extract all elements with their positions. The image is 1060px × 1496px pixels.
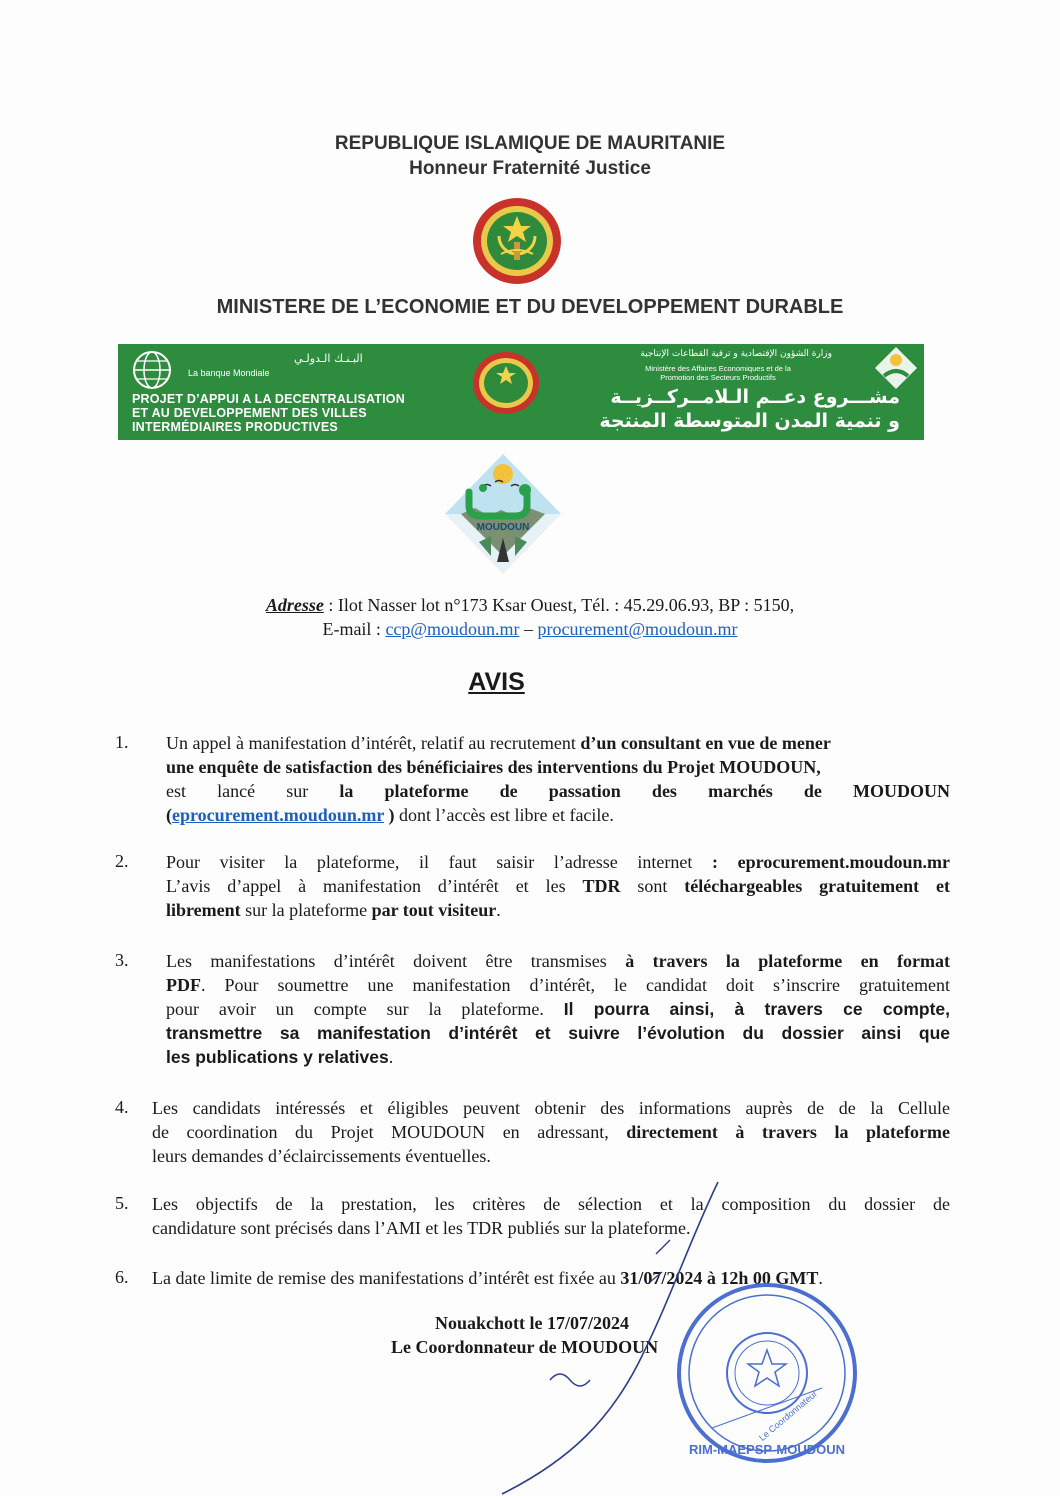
- signature-role: Le Coordonnateur de MOUDOUN: [391, 1337, 659, 1357]
- list-item: [166, 949, 950, 1069]
- item-number: 4.: [115, 1097, 129, 1117]
- item-text: .: [496, 900, 501, 920]
- list-item: [166, 850, 950, 922]
- stamp-inner-text: Le Coordonnateur: [757, 1388, 820, 1443]
- official-stamp-icon: [672, 1278, 862, 1468]
- address-label: Adresse: [265, 595, 324, 615]
- item-text: L’avis d’appel à manifestation d’intérêt et les: [166, 876, 583, 896]
- email-link-procurement[interactable]: procurement@moudoun.mr: [537, 619, 738, 639]
- republic-heading: REPUBLIQUE ISLAMIQUE DE MAURITANIE: [334, 133, 726, 154]
- item-line: [166, 997, 950, 1021]
- project-banner: [118, 344, 924, 440]
- item-bold-text: ): [384, 805, 395, 825]
- worldbank-french: La banque Mondiale: [188, 368, 270, 378]
- item-bold-text: TDR: [582, 876, 621, 896]
- item-text: de coordination du Projet MOUDOUN en adressant,: [152, 1122, 627, 1142]
- item-number: 6.: [115, 1267, 129, 1287]
- stamp-bottom-text: RIM-MAEPSP-MOUDOUN: [689, 1442, 845, 1457]
- item-text: Pour visiter la plateforme, il faut saisir l’adresse internet: [166, 852, 713, 872]
- item-text: .: [818, 1268, 823, 1288]
- item-bold-text: les publications y relatives: [166, 1047, 389, 1067]
- project-fr-line: INTERMÉDIAIRES PRODUCTIVES: [132, 420, 338, 434]
- national-seal-icon: [471, 196, 563, 286]
- item-text: Les manifestations d’intérêt doivent être transmises: [166, 951, 626, 971]
- item-bold-text: 31/07/2024 à 12h 00 GMT: [620, 1268, 819, 1288]
- item-bold-text: téléchargeables gratuitement et: [684, 876, 950, 896]
- moudoun-logo-icon: [443, 452, 563, 576]
- address-line: [0, 595, 1060, 616]
- item-line: [166, 973, 950, 997]
- email-line: [0, 619, 1060, 640]
- item-line: Les candidats intéressés et éligibles peuvent obtenir des informations auprès de de la Cellule: [152, 1098, 950, 1118]
- ministry-french: [618, 364, 818, 382]
- project-name-arabic-2: و تنمية المدن المتوسطة المنتجة: [599, 410, 900, 432]
- item-bold-text: : eprocurement.moudoun.mr: [712, 852, 950, 872]
- item-text: est lancé sur: [166, 781, 340, 801]
- item-bold-text: à travers la plateforme en format: [625, 951, 950, 971]
- item-text: .: [388, 1047, 394, 1067]
- ministry-fr-line: Promotion des Secteurs Productifs: [660, 373, 776, 382]
- item-bold-text: par tout visiteur: [371, 900, 497, 920]
- item-line: [166, 874, 950, 898]
- item-line: [166, 1045, 950, 1069]
- item-line: leurs demandes d’éclaircissements éventuelles.: [152, 1146, 491, 1166]
- world-bank-logo-icon: [132, 350, 172, 390]
- item-line: [166, 803, 950, 827]
- item-bold-text: d’un consultant en vue de mener: [580, 733, 831, 753]
- item-text: Un appel à manifestation d’intérêt, relatif au recrutement: [166, 733, 581, 753]
- project-name-arabic-1: مشـــروع دعــم الـلامــركــزيــة: [610, 386, 900, 408]
- item-line: [166, 755, 950, 779]
- item-number: 1.: [115, 732, 129, 752]
- project-fr-line: ET AU DEVELOPPEMENT DES VILLES: [132, 406, 367, 420]
- platform-link[interactable]: eprocurement.moudoun.mr: [172, 805, 385, 825]
- item-line: [166, 949, 950, 973]
- moudoun-logo-word: MOUDOUN: [476, 522, 530, 533]
- list-item: [166, 731, 950, 827]
- item-line: [166, 850, 950, 874]
- ministry-arabic: وزارة الشؤون الإقتصادية و ترقية القطاعات الإنتاجية: [640, 349, 832, 359]
- item-bold-text: la plateforme de passation des marchés de MOUDOUN: [339, 781, 950, 801]
- item-bold-text: Il pourra ainsi, à travers ce compte,: [563, 999, 950, 1019]
- project-fr-line: PROJET D’APPUI A LA DECENTRALISATION: [132, 392, 405, 406]
- item-text: dont l’accès est libre et facile.: [394, 805, 614, 825]
- item-line: [166, 898, 950, 922]
- item-bold-text: PDF: [166, 975, 201, 995]
- email-link-ccp[interactable]: ccp@moudoun.mr: [385, 619, 520, 639]
- item-bold-text: librement: [166, 900, 241, 920]
- email-separator: –: [519, 619, 538, 639]
- item-line: [166, 731, 950, 755]
- worldbank-arabic: البـنـك الـدولـي: [294, 352, 363, 365]
- email-label: E-mail :: [322, 619, 386, 639]
- page-title: AVIS: [468, 668, 525, 696]
- item-number: 3.: [115, 950, 129, 970]
- item-bold-text: transmettre sa manifestation d’intérêt et suivre l’évolution du dossier ainsi que: [166, 1023, 950, 1043]
- list-item: [152, 1096, 950, 1168]
- item-number: 2.: [115, 851, 129, 871]
- banner-seal-icon: [471, 350, 541, 416]
- item-bold-text: (: [166, 805, 172, 825]
- item-bold-text: une enquête de satisfaction des bénéficiaires des interventions du Projet MOUDOUN,: [166, 757, 821, 777]
- item-text: sur la plateforme: [240, 900, 372, 920]
- ministry-fr-line: Ministère des Affaires Economiques et de la: [645, 364, 791, 373]
- moudoun-small-logo-icon: [874, 346, 918, 390]
- item-line: [152, 1120, 950, 1144]
- item-bold-text: directement à travers la plateforme: [626, 1122, 950, 1142]
- project-name-french: [132, 392, 405, 434]
- item-number: 5.: [115, 1193, 129, 1213]
- item-text: pour avoir un compte sur la plateforme.: [166, 999, 564, 1019]
- ministry-heading: MINISTERE DE L’ECONOMIE ET DU DEVELOPPEMENT DURABLE: [216, 296, 844, 318]
- item-text: sont: [620, 876, 685, 896]
- item-line: [166, 779, 950, 803]
- item-line: candidature sont précisés dans l’AMI et les TDR publiés sur la plateforme.: [152, 1218, 691, 1238]
- item-text: La date limite de remise des manifestations d’intérêt est fixée au: [152, 1268, 621, 1288]
- item-line: [166, 1021, 950, 1045]
- item-line: Les objectifs de la prestation, les critères de sélection et la composition du dossier de: [152, 1194, 950, 1214]
- address-text: : Ilot Nasser lot n°173 Ksar Ouest, Tél. : 45.29.06.93, BP : 5150,: [323, 595, 795, 615]
- signature-place-date: Nouakchott le 17/07/2024: [435, 1313, 630, 1333]
- motto: Honneur Fraternité Justice: [409, 158, 651, 179]
- item-text: . Pour soumettre une manifestation d’intérêt, le candidat doit s’inscrire gratuitement: [201, 975, 950, 995]
